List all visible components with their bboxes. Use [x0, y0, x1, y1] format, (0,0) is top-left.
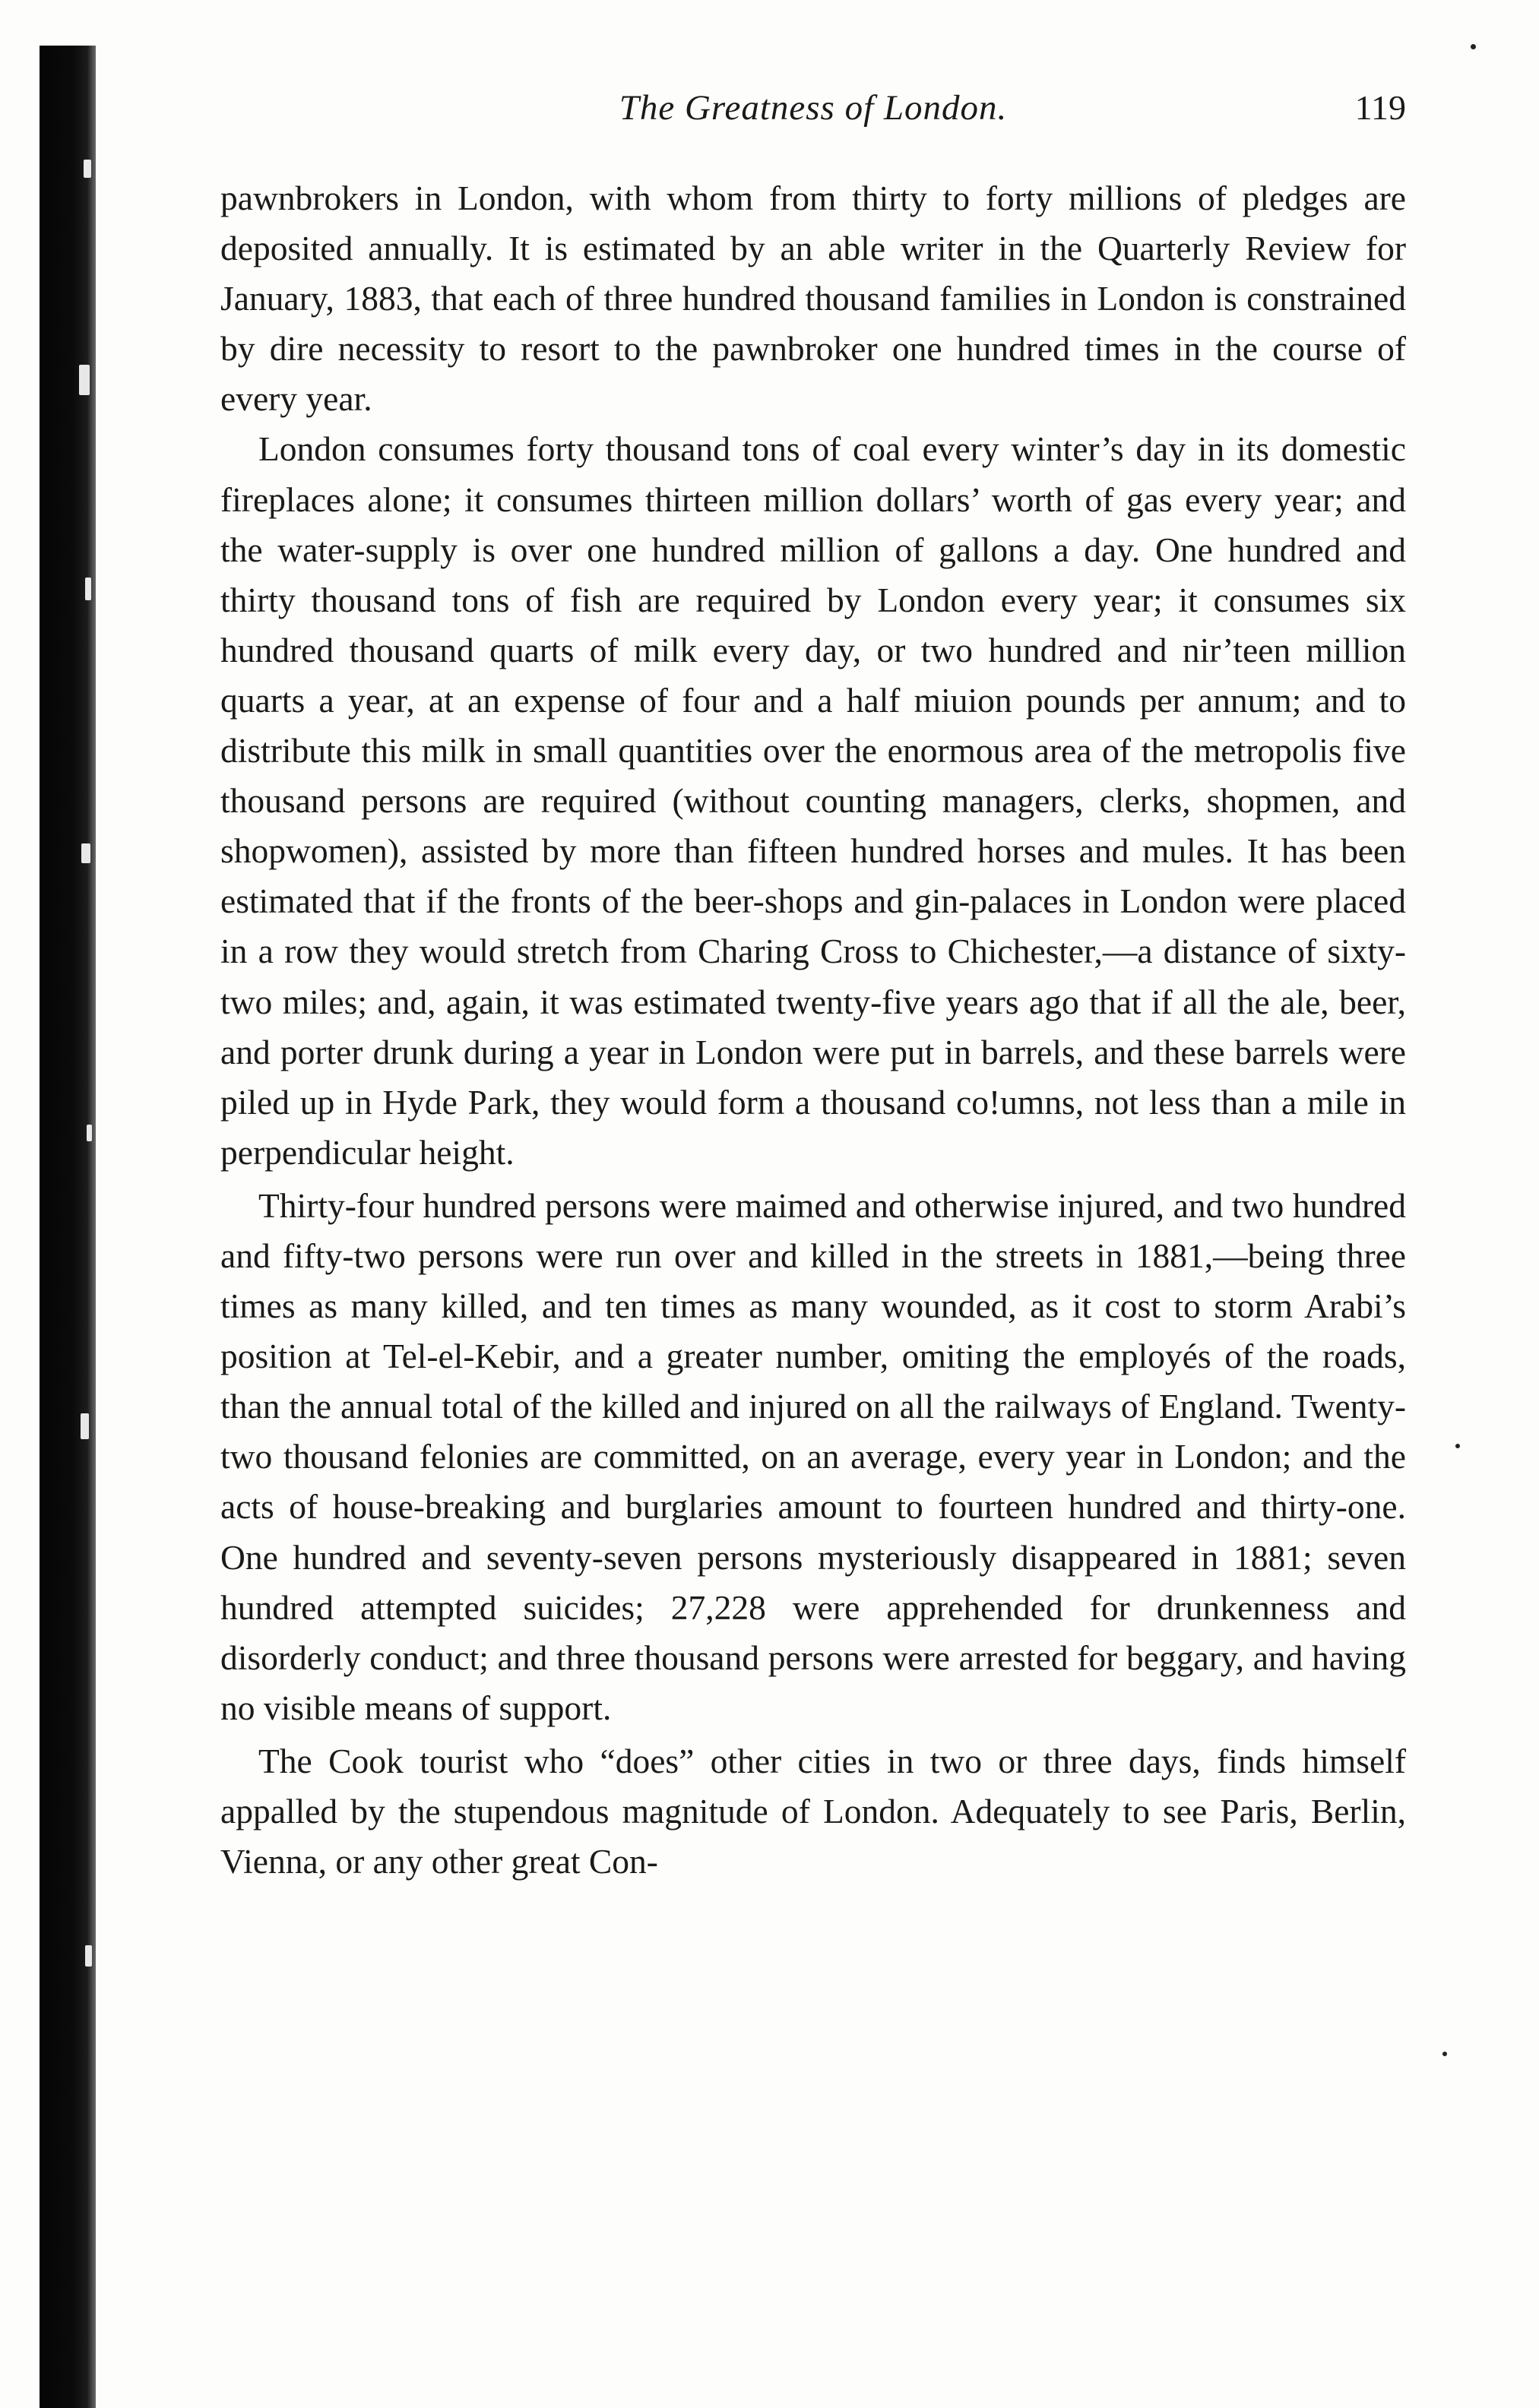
stray-ink-dot: [1471, 44, 1476, 49]
paragraph: pawnbrokers in London, with whom from thirty to forty millions of pledges are deposited annually. It is estimated by an able writer in the Quarterly Review for January, 1883, that each of three hundred thousand families in London is constrained by dire necessity to resort to the pawnbroker one hundred times in the course of every year.: [220, 179, 1406, 419]
paragraph: The Cook tourist who “does” other cities in two or three days, finds himself appalled by the stupendous magnitude of London. Adequately to see Paris, Berlin, Vienna, or any other great Con-: [220, 1741, 1406, 1881]
paragraph: Thirty-four hundred persons were maimed and otherwise injured, and two hundred and fifty-two persons were run over and killed in the streets in 1881,—being three times as many killed, and ten times as many wounded, as it cost to storm Arabi’s position at Tel-el-Kebir, and a greater number, omiting the employés of the roads, than the annual total of the killed and injured on all the railways of England. Twenty-two thousand felonies are committed, on an average, every year in London; and the acts of house-breaking and burglaries amount to fourteen hundred and thirty-one. One hundred and seventy-seven persons mysteriously disappeared in 1881; seven hundred attempted suicides; 27,228 were apprehended for drunkenness and disorderly conduct; and three thousand persons were arrested for beggary, and having no visible means of support.: [220, 1185, 1406, 1727]
body-text: [220, 173, 1406, 1887]
page-number: 119: [1354, 88, 1406, 127]
page-header: [220, 87, 1406, 156]
stray-ink-dot: [1442, 2052, 1447, 2056]
scanned-binding-edge: [40, 46, 96, 2408]
running-head: The Greatness of London.: [619, 88, 1008, 128]
stray-ink-dot: [1455, 1444, 1460, 1448]
paragraph: London consumes forty thousand tons of coal every winter’s day in its domestic fireplaces alone; it consumes thirteen million dollars’ worth of gas every year; and the water-supply is over one hundred million of gallons a day. One hundred and thirty thousand tons of fish are required by London every year; it consumes six hundred thousand quarts of milk every day, or two hundred and nir’teen million quarts a year, at an expense of four and a half miuion pounds per annum; and to distribute this milk in small quantities over the enormous area of the metropolis five thousand persons are required (without counting managers, clerks, shopmen, and shopwomen), assisted by more than fifteen hundred horses and mules. It has been estimated that if the fronts of the beer-shops and gin-palaces in London were placed in a row they would stretch from Charing Cross to Chichester,—a distance of sixty-two miles; and, again, it was estimated twenty-five years ago that if all the ale, beer, and porter drunk during a year in London were put in barrels, and these barrels were piled up in Hyde Park, they would form a thousand co!umns, not less than a mile in perpendicular height.: [220, 429, 1406, 1172]
